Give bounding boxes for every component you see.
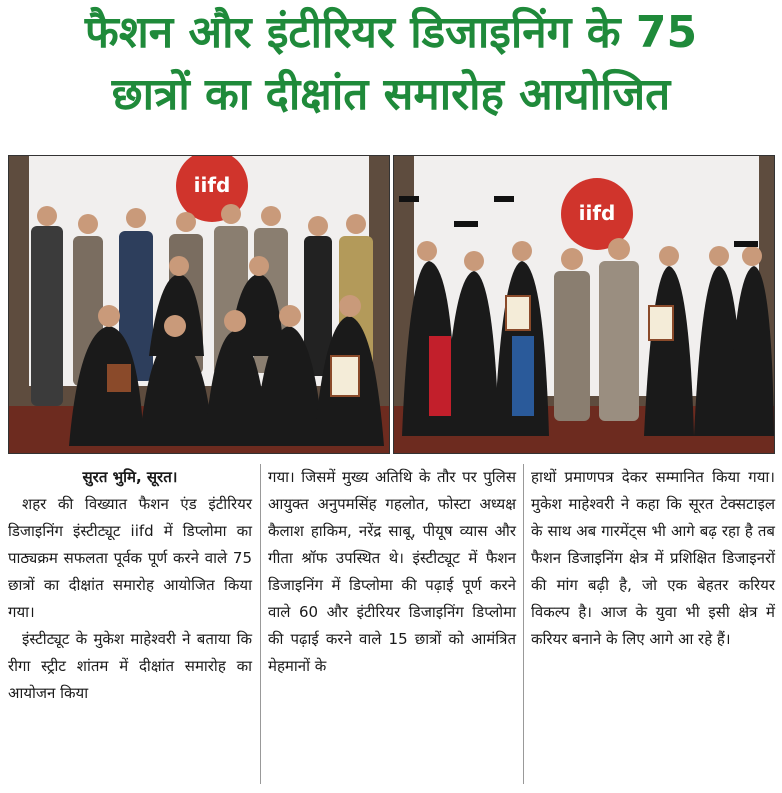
headline-line-2: छात्रों का दीक्षांत समारोह आयोजित bbox=[111, 69, 671, 120]
photo-graduation-group-left bbox=[8, 155, 390, 454]
headline-line-1: फैशन और इंटीरियर डिजाइनिंग के 75 bbox=[84, 7, 698, 58]
article-paragraph-1: शहर की विख्यात फैशन एंड इंटीरियर डिजाइनिंग इंस्टीट्यूट iifd में डिप्लोमा का पाठ्यक्रम सफलता पूर्वक पूर्ण करने वाले 75 छात्रों का दीक्षांत समारोह आयोजित किया गया। bbox=[8, 495, 252, 621]
article-column-3 bbox=[531, 464, 775, 790]
right-banner-logo-text: iifd bbox=[578, 201, 616, 225]
column-divider bbox=[260, 464, 261, 784]
article-column-1 bbox=[8, 464, 252, 790]
photo-graduation-group-right bbox=[393, 155, 775, 454]
article-dateline: सुरत भुमि, सूरत। bbox=[82, 468, 178, 486]
left-banner-logo-text: iifd bbox=[193, 173, 231, 197]
article-column-2 bbox=[268, 464, 516, 790]
headline bbox=[0, 2, 782, 126]
article-column-3-text: हाथों प्रमाणपत्र देकर सम्मानित किया गया। मुकेश माहेश्वरी ने कहा कि सूरत टेक्सटाइल के साथ अब गारमेंट्स भी आगे बढ़ रहा है तब फैशन डिजाइनिंग क्षेत्र में प्रशिक्षित डिजाइनरों की मांग बढ़ी है, जो एक बेहतर करियर विकल्प है। आज के युवा भी इसी क्षेत्र में करियर बनाने के लिए आगे आ रहे हैं। bbox=[531, 468, 775, 648]
article-paragraph-2: इंस्टीट्यूट के मुकेश माहेश्वरी ने बताया कि रीगा स्ट्रीट शांतम में दीक्षांत समारोह का आयोजन किया bbox=[8, 630, 252, 702]
article-column-2-text: गया। जिसमें मुख्य अतिथि के तौर पर पुलिस आयुक्त अनुपमसिंह गहलोत, फोस्टा अध्यक्ष कैलाश हाकिम, नरेंद्र साबू, पीयूष व्यास और गीता श्रॉफ उपस्थित थे। इंस्टीट्यूट में फैशन डिजाइनिंग में डिप्लोमा की पढ़ाई पूर्ण करने वाले 60 और इंटीरियर डिजाइनिंग डिप्लोमा की पढ़ाई करने वाले 15 छात्रों को आमंत्रित मेहमानों के bbox=[268, 468, 516, 675]
column-divider bbox=[523, 464, 524, 784]
